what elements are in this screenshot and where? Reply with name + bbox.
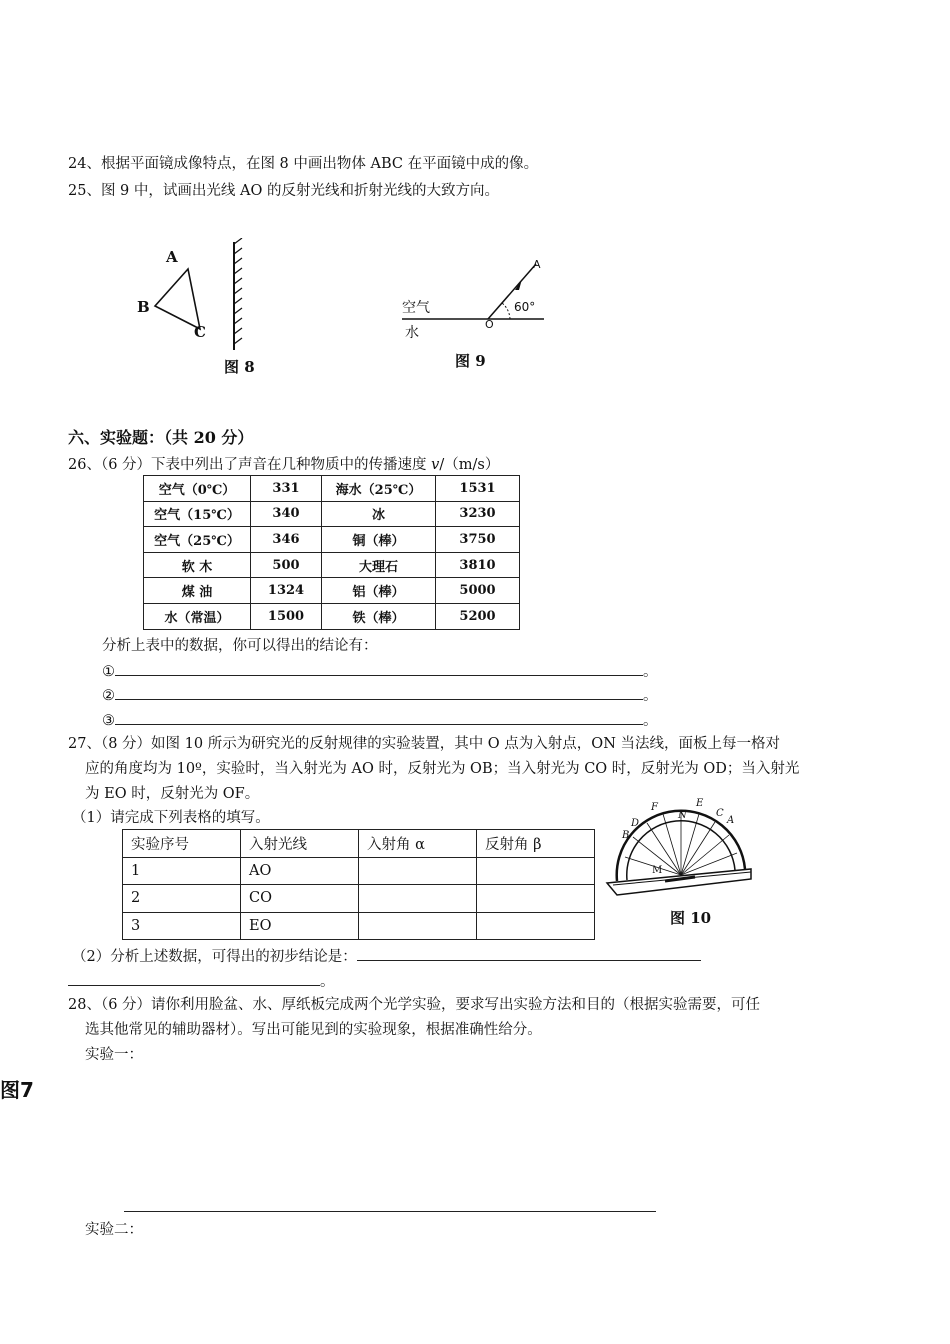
table-row xyxy=(123,912,595,940)
fig10-point-d: D xyxy=(631,818,640,829)
end-mark: 。 xyxy=(643,713,658,729)
table-row xyxy=(144,603,520,629)
q26-stem-var: v xyxy=(431,457,440,473)
reflection-angle-cell[interactable] xyxy=(477,885,595,913)
fig10-label: 图 10 xyxy=(670,909,712,927)
table-header-cell: 反射角 β xyxy=(477,830,595,858)
table-cell: 水（常温） xyxy=(144,603,251,629)
table-row xyxy=(123,857,595,885)
section-6-heading: 六、实验题：（共 20 分） xyxy=(68,428,254,447)
table-cell: 1 xyxy=(123,857,241,885)
fig10-point-e: E xyxy=(696,798,704,809)
table-cell: 铜（棒） xyxy=(322,527,436,553)
table-cell: 软 木 xyxy=(144,552,251,578)
fig10-point-f: F xyxy=(651,802,658,813)
sound-speed-table xyxy=(143,475,520,630)
end-mark: 。 xyxy=(643,664,658,680)
answer-blank[interactable] xyxy=(68,971,320,986)
table-cell: 煤 油 xyxy=(144,578,251,604)
ray-arrow xyxy=(515,279,522,290)
fig8-point-c: C xyxy=(194,323,206,341)
table-cell: 铁（棒） xyxy=(322,603,436,629)
fig9-water-label: 水 xyxy=(405,325,419,341)
table-header-cell: 实验序号 xyxy=(123,830,241,858)
table-cell: 3 xyxy=(123,912,241,940)
reflection-angle-cell[interactable] xyxy=(477,912,595,940)
table-cell: 空气（25℃） xyxy=(144,527,251,553)
table-row xyxy=(144,552,520,578)
blank-marker: ① xyxy=(102,664,115,680)
table-cell: CO xyxy=(241,885,359,913)
incidence-angle-cell[interactable] xyxy=(359,885,477,913)
answer-blank[interactable] xyxy=(115,661,643,676)
fig9-label: 图 9 xyxy=(455,352,486,370)
mirror-hatching xyxy=(234,238,242,344)
table-cell: 3750 xyxy=(436,527,520,553)
reflection-table xyxy=(122,829,595,940)
q26-stem-suffix: /（m/s） xyxy=(439,457,500,473)
q26-answer-line-3[interactable] xyxy=(102,709,658,730)
table-cell: 空气（0℃） xyxy=(144,476,251,502)
table-row xyxy=(123,885,595,913)
q26-answer-line-2[interactable] xyxy=(102,684,658,705)
fig9-air-label: 空气 xyxy=(402,300,430,316)
table-header-cell: 入射角 α xyxy=(359,830,477,858)
table-cell: EO xyxy=(241,912,359,940)
table-cell: 5200 xyxy=(436,603,520,629)
q28-line-1: 28、（6 分）请你利用脸盆、水、厚纸板完成两个光学实验，要求写出实验方法和目的（根据实验需要，可任 xyxy=(68,997,761,1013)
table-cell: 冰 xyxy=(322,501,436,527)
table-cell: AO xyxy=(241,857,359,885)
q26-analysis-prompt: 分析上表中的数据，你可以得出的结论有： xyxy=(102,638,378,654)
q27-sub-2-text: （2）分析上述数据，可得出的初步结论是： xyxy=(72,949,357,965)
table-row xyxy=(144,476,520,502)
answer-blank[interactable] xyxy=(115,685,643,700)
table-cell: 铝（棒） xyxy=(322,578,436,604)
q27-sub-2 xyxy=(72,946,701,967)
q26-stem-prefix: 26、（6 分）下表中列出了声音在几种物质中的传播速度 xyxy=(68,457,432,473)
q27-line-1: 27、（8 分）如图 10 所示为研究光的反射规律的实验装置，其中 O 点为入射点，ON 当法线，面板上每一格对 xyxy=(68,736,780,752)
base-board xyxy=(607,869,751,895)
table-cell: 空气（15℃） xyxy=(144,501,251,527)
fig9-point-a: A xyxy=(533,258,541,271)
fig10-base-label: M xyxy=(652,865,663,876)
q27-line-2: 应的角度均为 10º，实验时，当入射光为 AO 时，反射光为 OB；当入射光为 CO 时，反射光为 OD；当入射光 xyxy=(85,761,800,777)
answer-blank[interactable] xyxy=(357,946,701,961)
table-cell: 海水（25℃） xyxy=(322,476,436,502)
table-cell: 346 xyxy=(251,527,322,553)
q28-experiment-2-label: 实验二： xyxy=(85,1222,143,1238)
incidence-angle-cell[interactable] xyxy=(359,857,477,885)
blank-marker: ③ xyxy=(102,713,115,729)
table-cell: 3230 xyxy=(436,501,520,527)
table-cell: 2 xyxy=(123,885,241,913)
table-header-row xyxy=(123,830,595,858)
fig10-point-b: B xyxy=(622,830,630,841)
answer-blank[interactable] xyxy=(115,710,643,725)
fig10-point-a: A xyxy=(727,815,735,826)
end-mark: 。 xyxy=(643,688,658,704)
fig8-point-b: B xyxy=(137,298,150,316)
table-cell: 5000 xyxy=(436,578,520,604)
angle-arc xyxy=(502,303,510,319)
fig9-point-o: O xyxy=(485,318,494,331)
q27-line-3: 为 EO 时，反射光为 OF。 xyxy=(85,786,260,802)
q27-answer-continuation[interactable] xyxy=(68,971,335,992)
table-cell: 1531 xyxy=(436,476,520,502)
fig7-label: 图7 xyxy=(0,1078,34,1102)
q28-experiment-1-label: 实验一： xyxy=(85,1047,143,1063)
table-cell: 3810 xyxy=(436,552,520,578)
table-row xyxy=(144,578,520,604)
incidence-angle-cell[interactable] xyxy=(359,912,477,940)
question-24: 24、根据平面镜成像特点，在图 8 中画出物体 ABC 在平面镜中成的像。 xyxy=(68,156,539,172)
table-cell: 500 xyxy=(251,552,322,578)
table-cell: 1500 xyxy=(251,603,322,629)
fig10-point-n: N xyxy=(678,810,687,821)
fig8-point-a: A xyxy=(166,248,178,266)
question-25: 25、图 9 中，试画出光线 AO 的反射光线和折射光线的大致方向。 xyxy=(68,183,499,199)
fig10-point-c: C xyxy=(716,808,724,819)
reflection-angle-cell[interactable] xyxy=(477,857,595,885)
experiment-1-answer-line[interactable] xyxy=(124,1211,656,1212)
table-cell: 大理石 xyxy=(322,552,436,578)
table-row xyxy=(144,527,520,553)
table-cell: 1324 xyxy=(251,578,322,604)
fig8-label: 图 8 xyxy=(224,358,255,376)
question-26-stem xyxy=(68,455,499,475)
q27-sub-1: （1）请完成下列表格的填写。 xyxy=(72,810,270,826)
q28-line-2: 选其他常见的辅助器材）。写出可能见到的实验现象，根据准确性给分。 xyxy=(85,1022,542,1038)
blank-marker: ② xyxy=(102,688,115,704)
fig9-angle-label: 60° xyxy=(514,300,536,314)
q26-answer-line-1[interactable] xyxy=(102,660,658,681)
table-header-cell: 入射光线 xyxy=(241,830,359,858)
table-cell: 340 xyxy=(251,501,322,527)
triangle-abc xyxy=(155,269,200,329)
table-cell: 331 xyxy=(251,476,322,502)
end-mark: 。 xyxy=(320,974,335,990)
table-row xyxy=(144,501,520,527)
